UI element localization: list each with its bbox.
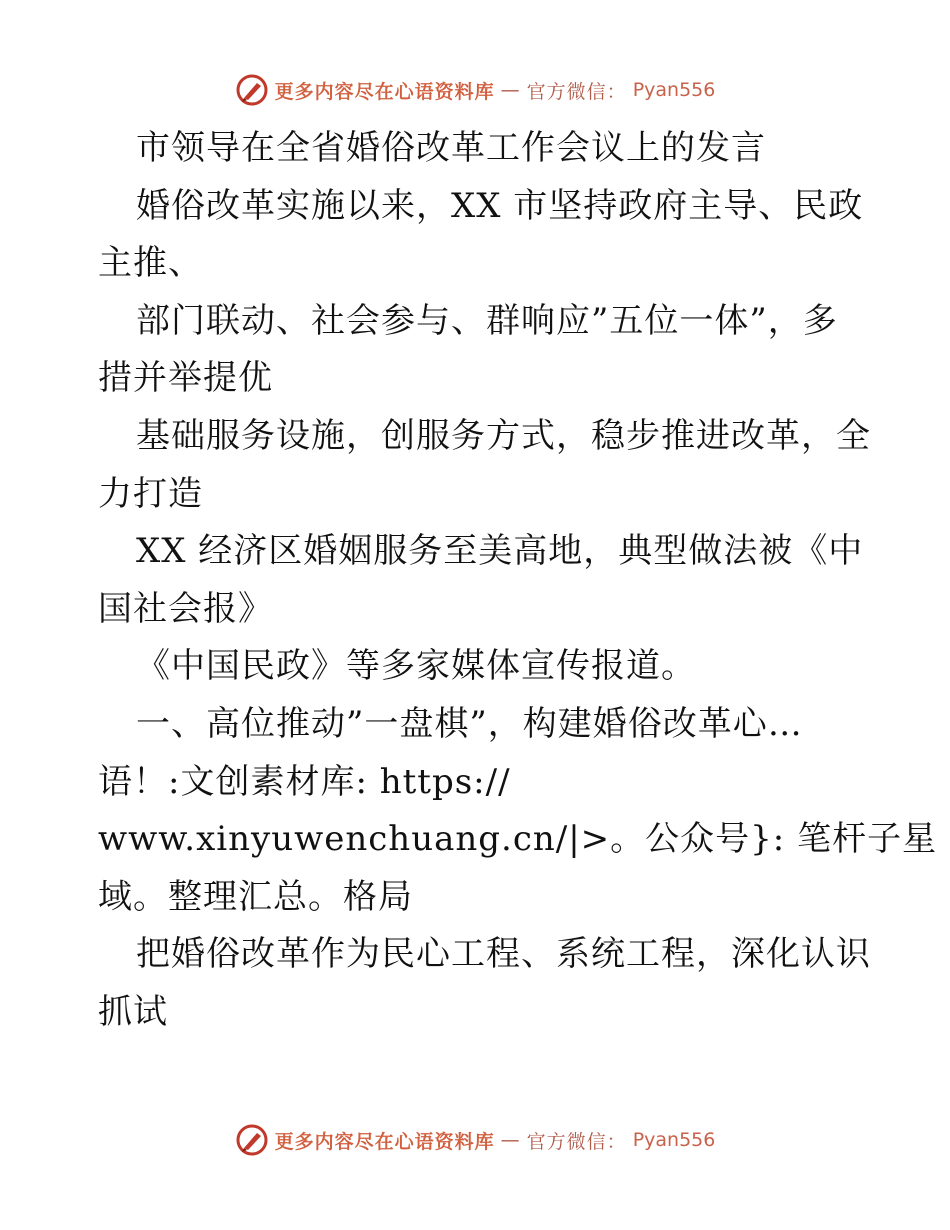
banner-wechat-id: Pyan556 bbox=[632, 1129, 716, 1151]
banner-main-text: 更多内容尽在心语资料库 bbox=[274, 80, 495, 103]
banner-separator: — bbox=[500, 79, 521, 101]
document-body bbox=[98, 120, 938, 1042]
paragraph-line: 《中国民政》等多家媒体宣传报道。 bbox=[136, 646, 696, 687]
banner-wechat-label: 官方微信： bbox=[526, 1130, 627, 1153]
document-title: 市领导在全省婚俗改革工作会议上的发言 bbox=[136, 128, 766, 168]
paragraph-line: 把婚俗改革作为民心工程、系统工程，深化认识 bbox=[136, 934, 871, 975]
paragraph-line: 域。整理汇总。格局 bbox=[98, 876, 413, 917]
paragraph-line: 措并举提优 bbox=[98, 358, 273, 399]
section-heading: 一、高位推动”一盘棋”，构建婚俗改革心… bbox=[136, 703, 803, 744]
paragraph-line: 基础服务设施，创服务方式，稳步推进改革，全 bbox=[136, 415, 871, 456]
banner-separator: — bbox=[500, 1129, 521, 1151]
banner-main-text: 更多内容尽在心语资料库 bbox=[274, 1130, 495, 1153]
header-watermark-banner bbox=[0, 70, 950, 110]
footer-watermark-banner bbox=[0, 1120, 950, 1160]
paragraph-line: 抓试 bbox=[98, 991, 168, 1032]
paragraph-line: XX 经济区婚姻服务至美高地，典型做法被《中 bbox=[136, 531, 864, 572]
paragraph-line: 部门联动、社会参与、群响应”五位一体”，多 bbox=[136, 300, 838, 341]
banner-wechat-label: 官方微信： bbox=[526, 80, 627, 103]
paragraph-line: www.xinyuwenchuang.cn/|>。公众号}: 笔杆子星 bbox=[98, 819, 938, 860]
paragraph-line: 国社会报》 bbox=[98, 588, 273, 629]
paragraph-line: 婚俗改革实施以来，XX 市坚持政府主导、民政 bbox=[136, 185, 864, 226]
pen-logo-icon bbox=[235, 1123, 269, 1157]
paragraph-line: 主推、 bbox=[98, 243, 203, 284]
banner-wechat-id: Pyan556 bbox=[632, 79, 716, 101]
paragraph-line: 语！:文创素材库: https:// bbox=[98, 761, 511, 802]
paragraph-line: 力打造 bbox=[98, 473, 203, 514]
pen-logo-icon bbox=[235, 73, 269, 107]
